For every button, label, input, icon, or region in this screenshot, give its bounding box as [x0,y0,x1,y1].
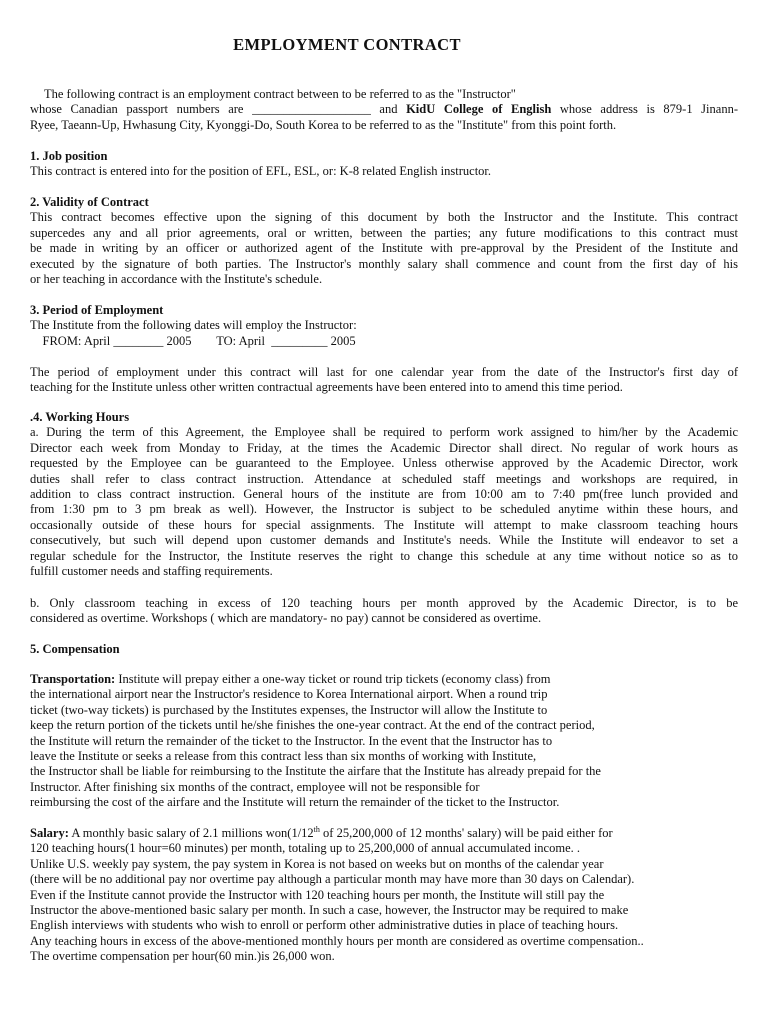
section-line: Instructor. After finishing six months of the contract, employee will not be responsible for [30,779,480,794]
section-line: leave the Institute or seeks a release from this contract less than six months of working with Institute, [30,749,537,764]
section-line: or her teaching in accordance with the Institute's schedule. [30,272,323,287]
section-line: fulfill customer needs and staffing requirements. [30,564,273,579]
section-line: occasionally outside of these hours for special assignments. The Institute will attempt to make classroom teaching hours [30,517,738,532]
employment-dates: FROM: April ________ 2005 TO: April _________ 2005 [30,333,356,348]
section-line: a. During the term of this Agreement, the Employee shall be required to perform work assigned to him/her by the Academic [30,425,738,440]
section-line: Instructor the above-mentioned basic salary per month. In such a case, however, the Instructor may be required to make [30,903,629,918]
section-heading: 2. Validity of Contract [30,195,149,209]
section-line: reimbursing the cost of the airfare and the Institute will return the remainder of the ticket to the Instructor. [30,795,560,810]
section-line: Even if the Institute cannot provide the Instructor with 120 teaching hours per month, the Institute will still pay the [30,887,605,902]
section-line: consecutively, but such will depend upon customer demands and Institute's needs. While the Institute will endeavor to set a [30,533,738,548]
intro-line-2-address: whose address is 879-1 Jinann- [551,102,738,117]
section-line: regular schedule for the Instructor, the Institute reserves the right to change this schedule at any time without notice so as to [30,548,738,563]
section-line: The overtime compensation per hour(60 min.)is 26,000 won. [30,949,335,964]
transportation-line-1 [30,672,738,687]
section-line: This contract is entered into for the position of EFL, ESL, or: K-8 related English instructor. [30,164,492,179]
section-validity [30,195,738,287]
section-line: 120 teaching hours(1 hour=60 minutes) per month, totaling up to 25,200,000 of annual accumulated income. . [30,841,580,856]
intro-line-1: The following contract is an employment contract between to be referred to as the "Instructor" [44,87,516,101]
section-line: The period of employment under this contract will last for one calendar year from the date of the Instructor's first day of [30,365,738,379]
section-heading: 5. Compensation [30,642,120,656]
section-heading: 3. Period of Employment [30,303,164,317]
transportation-paragraph [30,672,738,811]
section-line: teaching for the Institute unless other written contractual agreements have been entered into to amend this time period. [30,380,623,395]
intro-paragraph [30,87,738,133]
section-line: Unlike U.S. weekly pay system, the pay system in Korea is not based on weeks but on months of the calendar year [30,856,604,871]
section-line: ticket (two-way tickets) is purchased by the Institutes expenses, the Instructor will allow the Institute to [30,702,548,717]
section-line: Any teaching hours in excess of the above-mentioned monthly hours per month are considered as overtime compensation.. [30,933,644,948]
college-name: KidU College of English [406,102,552,117]
section-line: (there will be no additional pay nor overtime pay although a particular month may have more than 30 days on Calendar). [30,872,635,887]
section-line: Director each week from Monday to Friday, at the times the Academic Director shall direct. No regular of work hours as [30,440,738,455]
section-line: The Institute from the following dates will employ the Instructor: [30,318,357,333]
salary-text: A monthly basic salary of 2.1 millions won(1/12 [68,826,314,840]
salary-paragraph [30,826,738,965]
section-line: b. Only classroom teaching in excess of 120 teaching hours per month approved by the Academic Director, is to be [30,596,738,610]
section-line: addition to class contract instruction. General hours of the institute are from 10:00 am to 7:40 pm(free lunch provided and [30,487,738,502]
intro-line-3: Ryee, Taeann-Up, Hwhasung City, Kyonggi-Do, South Korea to be referred to as the "Institute" from this point forth. [30,117,617,132]
section-line: considered as overtime. Workshops ( which are mandatory- no pay) cannot be considered as overtime. [30,611,542,626]
section-period-paragraph [30,365,738,396]
section-line: This contract becomes effective upon the signing of this document by both the Instructor and the Institute. This contract [30,210,738,225]
document-title: EMPLOYMENT CONTRACT [233,35,461,54]
section-heading: 1. Job position [30,149,108,163]
section-heading: .4. Working Hours [30,410,130,424]
section-job-position [30,149,738,180]
section-overtime [30,596,738,627]
section-line: English interviews with students who wish to enroll or perform other administrative duties in place of teaching hours. [30,918,619,933]
intro-line-2 [30,102,738,117]
section-line: the Instructor shall be liable for reimbursing to the Institute the airfare that the Institute has already prepaid for the [30,764,601,779]
section-working-hours [30,410,738,579]
section-compensation [30,642,738,657]
section-line: from 1:30 pm to 3 pm break as well). However, the Instructor is subject to be scheduled anytime within these hours, and [30,502,738,517]
salary-line-1 [30,826,738,841]
section-line: be made in writing by an officer or authorized agent of the Institute with pre-approval by the President of the Institute and [30,241,738,256]
ordinal-suffix: th [313,825,320,834]
section-line: supercedes any and all prior agreements, oral or written, between the parties; any future modifications to this contract must [30,225,738,240]
salary-text-rest: of 25,200,000 of 12 months' salary) will be paid either for [319,826,613,840]
salary-label: Salary: [30,826,69,840]
transportation-text: Institute will prepay either a one-way ticket or round trip tickets (economy class) from [115,672,551,686]
section-line: keep the return portion of the tickets until he/she finishes the one-year contract. At the end of the contract period, [30,718,595,733]
intro-line-2-text: whose Canadian passport numbers are ___________________ and [30,102,407,117]
section-line: duties shall refer to class contract instruction. Attendance at scheduled staff meetings and workshops are required, in [30,471,738,486]
section-line: the international airport near the Instructor's residence to Korea International airport. When a round trip [30,687,548,702]
transportation-label: Transportation: [30,672,116,686]
section-line: requested by the Employee can be guaranteed to the Employee. Unless otherwise approved by the Academic Director, work [30,456,738,471]
section-line: the Institute will return the remainder of the ticket to the Instructor. In the event that the Instructor has to [30,733,553,748]
section-line: executed by the signature of both parties. The Instructor's monthly salary shall commence and count from the first day of his [30,256,738,271]
section-period [30,303,738,349]
